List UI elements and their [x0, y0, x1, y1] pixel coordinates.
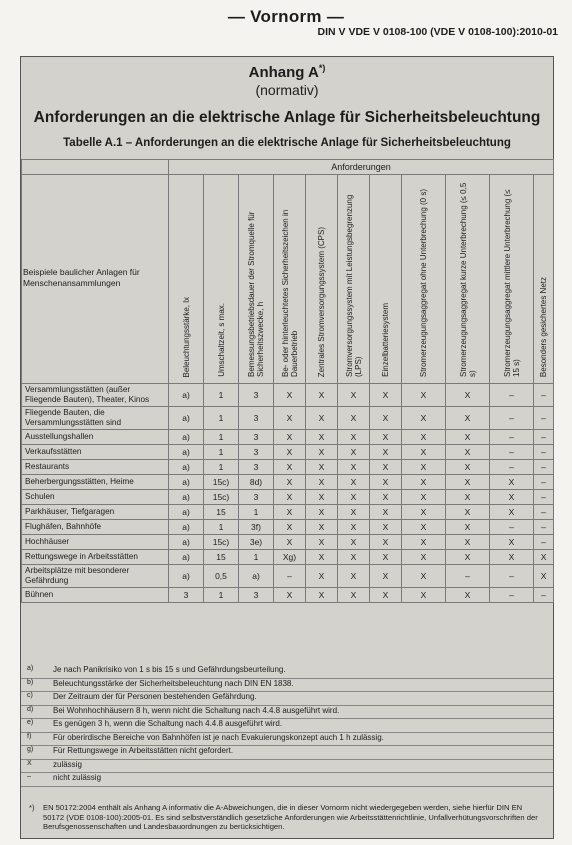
row-label: Bühnen	[22, 588, 169, 603]
table-cell: 3	[239, 430, 274, 445]
table-cell: –	[490, 460, 534, 475]
table-cell: 3f)	[239, 520, 274, 535]
table-cell: X	[338, 490, 370, 505]
table-cell: 1	[204, 407, 239, 430]
table-cell: X	[338, 520, 370, 535]
table-cell: X	[370, 460, 402, 475]
requirements-table	[21, 159, 554, 603]
group-header: Anforderungen	[169, 160, 554, 175]
table-cell: X	[274, 407, 306, 430]
table-cell: X	[306, 588, 338, 603]
note-key: f)	[27, 732, 32, 740]
column-header: Einzelbatteriesystem	[370, 175, 402, 384]
table-cell: 15c)	[204, 490, 239, 505]
row-label: Schulen	[22, 490, 169, 505]
annex-title: Anhang A*)	[248, 63, 326, 81]
table-cell: X	[370, 588, 402, 603]
table-cell: X	[402, 520, 446, 535]
table-cell: X	[306, 407, 338, 430]
row-label: Beherbergungsstätten, Heime	[22, 475, 169, 490]
table-cell: 3	[239, 588, 274, 603]
row-label: Rettungswege in Arbeitsstätten	[22, 550, 169, 565]
table-cell: 1	[204, 520, 239, 535]
table-cell: X	[338, 505, 370, 520]
table-cell: –	[534, 407, 554, 430]
table-body	[22, 384, 554, 603]
table-cell: X	[370, 550, 402, 565]
table-row	[22, 520, 554, 535]
table-cell: X	[370, 505, 402, 520]
table-cell: X	[370, 445, 402, 460]
row-label: Versammlungsstätten (außer Fliegende Bauten), Theater, Kinos	[22, 384, 169, 407]
table-cell: X	[534, 550, 554, 565]
table-cell: a)	[169, 505, 204, 520]
table-cell: X	[274, 490, 306, 505]
table-cell: X	[274, 520, 306, 535]
table-cell: X	[402, 384, 446, 407]
table-cell: X	[446, 460, 490, 475]
table-cell: –	[446, 565, 490, 588]
table-cell: X	[446, 407, 490, 430]
table-cell: X	[306, 505, 338, 520]
table-cell: –	[274, 565, 306, 588]
table-cell: X	[274, 535, 306, 550]
table-cell: X	[306, 430, 338, 445]
table-cell: X	[338, 475, 370, 490]
table-cell: X	[274, 460, 306, 475]
table-cell: X	[306, 550, 338, 565]
table-cell: X	[446, 535, 490, 550]
table-cell: X	[402, 407, 446, 430]
table-row	[22, 550, 554, 565]
table-cell: –	[534, 505, 554, 520]
table-cell: X	[446, 430, 490, 445]
table-cell: 1	[204, 430, 239, 445]
table-cell: 3	[239, 407, 274, 430]
table-cell: 0,5	[204, 565, 239, 588]
table-title: Tabelle A.1 – Anforderungen an die elektrische Anlage für Sicherheitsbeleuchtung	[63, 137, 511, 149]
table-cell: X	[306, 460, 338, 475]
note-text: Der Zeitraum der für Personen bestehenden Gefährdung.	[53, 692, 257, 701]
note-key: a)	[27, 665, 34, 672]
row-label: Flughäfen, Bahnhöfe	[22, 520, 169, 535]
table-cell: a)	[169, 550, 204, 565]
note-key: –	[27, 773, 31, 780]
table-cell: 3	[239, 445, 274, 460]
table-cell: X	[402, 475, 446, 490]
table-cell: a)	[169, 475, 204, 490]
note-text: Beleuchtungsstärke der Sicherheitsbeleuchtung nach DIN EN 1838.	[53, 678, 294, 688]
row-label: Fliegende Bauten, die Versammlungsstätten sind	[22, 407, 169, 430]
table-cell: X	[370, 490, 402, 505]
table-cell: X	[306, 565, 338, 588]
table-cell: X	[338, 407, 370, 430]
column-header: Stromerzeugungsaggregat mittlere Unterbrechung (≤ 15 s)	[490, 175, 534, 384]
table-cell: –	[490, 430, 534, 445]
table-cell: a)	[169, 520, 204, 535]
table-cell: X	[370, 407, 402, 430]
table-cell: X	[274, 588, 306, 603]
column-header: Stromerzeugungsaggregat kurze Unterbrechung (≤ 0,5 s)	[446, 175, 490, 384]
table-cell: X	[490, 505, 534, 520]
table-cell: X	[402, 535, 446, 550]
table-cell: 15	[204, 505, 239, 520]
table-row	[22, 445, 554, 460]
table-cell: X	[274, 445, 306, 460]
table-cell: X	[402, 550, 446, 565]
table-cell: –	[534, 588, 554, 603]
table-cell: –	[490, 445, 534, 460]
note-key: g)	[27, 746, 34, 753]
table-cell: 15	[204, 550, 239, 565]
table-cell: X	[370, 535, 402, 550]
note-key: d)	[27, 705, 34, 713]
table-cell: X	[338, 565, 370, 588]
table-cell: X	[306, 535, 338, 550]
table-cell: 3	[169, 588, 204, 603]
table-cell: X	[370, 384, 402, 407]
table-cell: a)	[169, 407, 204, 430]
table-row	[22, 588, 554, 603]
table-cell: –	[534, 445, 554, 460]
table-cell: X	[370, 430, 402, 445]
row-header: Beispiele baulicher Anlagen für Menschenansammlungen	[22, 175, 169, 384]
table-cell: X	[446, 588, 490, 603]
table-row	[22, 505, 554, 520]
table-cell: X	[402, 460, 446, 475]
table-cell: X	[534, 565, 554, 588]
table-cell: a)	[169, 430, 204, 445]
table-cell: 1	[204, 588, 239, 603]
table-cell: X	[338, 445, 370, 460]
table-cell: a)	[169, 535, 204, 550]
table-cell: X	[306, 475, 338, 490]
note-text: nicht zulässig	[53, 773, 102, 782]
column-header: Zentrales Stromversorgungssystem (CPS)	[306, 175, 338, 384]
table-cell: 1	[239, 550, 274, 565]
table-cell: –	[490, 588, 534, 603]
table-row	[22, 407, 554, 430]
table-cell: X	[490, 475, 534, 490]
table-cell: X	[446, 445, 490, 460]
table-cell: –	[534, 475, 554, 490]
row-label: Arbeitsplätze mit besonderer Gefährdung	[22, 565, 169, 588]
table-cell: –	[490, 565, 534, 588]
table-cell: a)	[169, 384, 204, 407]
table-cell: X	[338, 430, 370, 445]
table-cell: a)	[239, 565, 274, 588]
note-divider	[21, 786, 553, 787]
table-cell: X	[274, 430, 306, 445]
table-row	[22, 460, 554, 475]
footnote: *) EN 50172:2004 enthält als Anhang A informativ die A-Abweichungen, die in dieser Vornorm nicht wiedergegeben werden, siehe hierfür DIN EN 50172 (VDE 0108-100):2005-01. Es sind selbstverständlich gesetzliche Anforderungen wie Arbeitsstättenrichtlinie, Unfallverhütungsvorschriften der Berufsgenossenschaften und Landesbauordnungen zu berücksichtigen.	[29, 803, 538, 831]
document-label: — Vornorm —	[227, 7, 345, 26]
note-text: Es genügen 3 h, wenn die Schaltung nach 4.4.8 ausgeführt wird.	[53, 719, 283, 728]
table-cell: –	[534, 490, 554, 505]
note-key: b)	[27, 678, 34, 686]
column-header: Besonders gesichertes Netz	[534, 175, 554, 384]
annex-heading: Anforderungen an die elektrische Anlage für Sicherheitsbeleuchtung	[33, 109, 541, 126]
note-text: Bei Wohnhochhäusern 8 h, wenn nicht die Schaltung nach 4.4.8 ausgeführt wird.	[53, 705, 340, 715]
note-key: c)	[27, 692, 33, 699]
table-cell: 3e)	[239, 535, 274, 550]
table-cell: X	[370, 565, 402, 588]
table-cell: –	[534, 430, 554, 445]
note-text: Je nach Panikrisiko von 1 s bis 15 s und Gefährdungsbeurteilung.	[53, 665, 286, 674]
column-header: Stromerzeugungsaggregat ohne Unterbrechung (0 s)	[402, 175, 446, 384]
table-cell: X	[306, 445, 338, 460]
table-row	[22, 535, 554, 550]
table-cell: X	[402, 588, 446, 603]
table-cell: 1	[204, 384, 239, 407]
table-cell: a)	[169, 445, 204, 460]
note-key: e)	[27, 719, 34, 726]
table-cell: 1	[204, 460, 239, 475]
table-cell: –	[534, 384, 554, 407]
table-cell: X	[338, 384, 370, 407]
table-cell: a)	[169, 565, 204, 588]
row-label: Parkhäuser, Tiefgaragen	[22, 505, 169, 520]
note-divider	[21, 759, 553, 760]
table-cell: X	[446, 384, 490, 407]
table-cell: X	[402, 505, 446, 520]
table-corner	[22, 160, 169, 175]
table-cell: 1	[204, 445, 239, 460]
table-cell: X	[274, 505, 306, 520]
table-cell: X	[402, 565, 446, 588]
table-row	[22, 490, 554, 505]
table-cell: X	[446, 490, 490, 505]
table-cell: 3	[239, 384, 274, 407]
table-cell: X	[370, 520, 402, 535]
table-cell: 3	[239, 490, 274, 505]
table-cell: X	[490, 550, 534, 565]
table-cell: 8d)	[239, 475, 274, 490]
table-cell: X	[370, 475, 402, 490]
table-cell: –	[534, 535, 554, 550]
table-cell: X	[446, 520, 490, 535]
table-row	[22, 430, 554, 445]
table-cell: –	[490, 520, 534, 535]
table-cell: X	[338, 460, 370, 475]
table-cell: X	[446, 475, 490, 490]
document-id: DIN V VDE V 0108-100 (VDE V 0108-100):2010-01	[317, 26, 558, 38]
column-header: Umschaltzeit, s max.	[204, 175, 239, 384]
table-cell: –	[490, 384, 534, 407]
table-cell: X	[306, 384, 338, 407]
table-cell: X	[446, 505, 490, 520]
column-header: Stromversorgungssystem mit Leistungsbegrenzung (LPS)	[338, 175, 370, 384]
note-text: Für Rettungswege in Arbeitsstätten nicht gefordert.	[53, 746, 234, 755]
annex-subtitle: (normativ)	[255, 82, 319, 98]
row-label: Verkaufsstätten	[22, 445, 169, 460]
table-cell: 3	[239, 460, 274, 475]
annex-frame	[20, 56, 554, 839]
table-row	[22, 384, 554, 407]
table-cell: a)	[169, 460, 204, 475]
table-cell: 15c)	[204, 535, 239, 550]
table-cell: X	[402, 430, 446, 445]
column-header: Beleuchtungsstärke, lx	[169, 175, 204, 384]
table-cell: 1	[239, 505, 274, 520]
note-text: Für oberirdische Bereiche von Bahnhöfen ist je nach Evakuierungskonzept auch 1 h zulässig.	[53, 732, 384, 742]
table-cell: a)	[169, 490, 204, 505]
note-key: X	[27, 759, 32, 767]
table-cell: X	[402, 490, 446, 505]
table-row	[22, 475, 554, 490]
table-cell: X	[402, 445, 446, 460]
row-label: Restaurants	[22, 460, 169, 475]
table-cell: –	[534, 460, 554, 475]
table-cell: X	[338, 588, 370, 603]
table-cell: X	[446, 550, 490, 565]
note-text: zulässig	[53, 759, 82, 769]
row-label: Ausstellungshallen	[22, 430, 169, 445]
row-label: Hochhäuser	[22, 535, 169, 550]
table-cell: X	[274, 384, 306, 407]
table-cell: X	[306, 520, 338, 535]
table-cell: –	[534, 520, 554, 535]
table-cell: X	[338, 535, 370, 550]
table-cell: X	[306, 490, 338, 505]
column-header: Bemessungsbetriebsdauer der Stromquelle für Sicherheitszwecke, h	[239, 175, 274, 384]
table-cell: X	[274, 475, 306, 490]
table-cell: 15c)	[204, 475, 239, 490]
table-cell: X	[338, 550, 370, 565]
table-cell: X	[490, 490, 534, 505]
table-cell: Xg)	[274, 550, 306, 565]
table-row	[22, 565, 554, 588]
table-cell: X	[490, 535, 534, 550]
column-header: Be- oder hinterleuchtetes Sicherheitszeichen in Dauerbetrieb	[274, 175, 306, 384]
table-cell: –	[490, 407, 534, 430]
